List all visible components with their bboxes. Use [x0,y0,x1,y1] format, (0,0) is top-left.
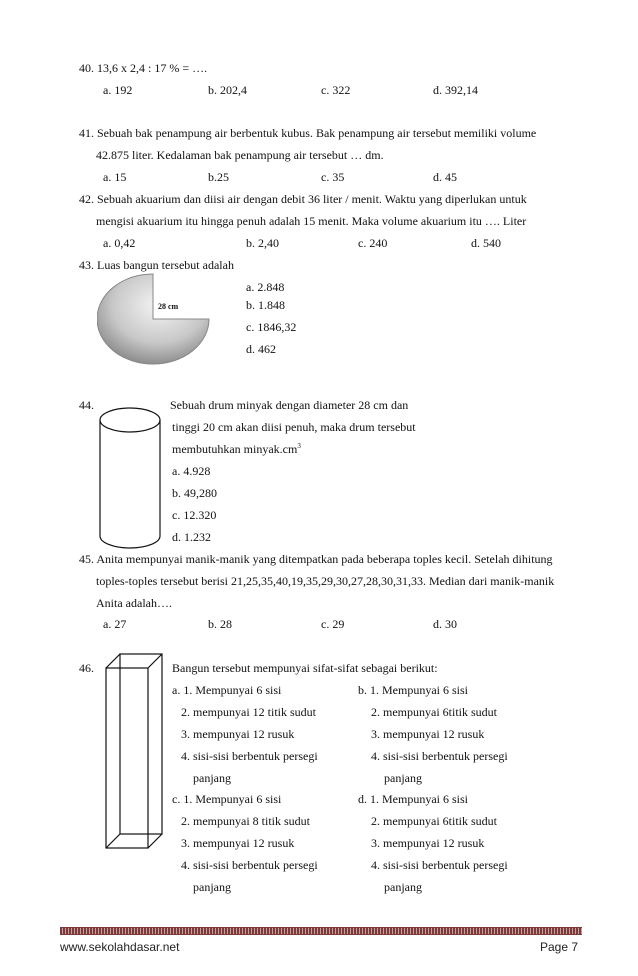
q40-option-a: a. 192 [103,83,133,97]
q43-option-d: d. 462 [246,342,276,356]
q45-line3: Anita adalah…. [96,596,172,610]
q46-b-line1: b. 1. Mempunyai 6 sisi [358,683,468,697]
q40-text: 40. 13,6 x 2,4 : 17 % = …. [79,61,208,75]
q43-option-a: a. 2.848 [246,280,285,294]
q41-option-a: a. 15 [103,170,127,184]
q46-a-line3: 3. mempunyai 12 rusuk [181,727,295,741]
q40-option-b: b. 202,4 [208,83,247,97]
q43-figure-label: 28 cm [158,302,179,311]
q46-b-line4: 4. sisi-sisi berbentuk persegi [371,749,508,763]
q44-option-c: c. 12.320 [172,508,217,522]
q41-option-c: c. 35 [321,170,345,184]
q43-text: 43. Luas bangun tersebut adalah [79,258,234,272]
q43-option-c: c. 1846,32 [246,320,297,334]
q44-line1: Sebuah drum minyak dengan diameter 28 cm dan [170,398,409,412]
q44-line3-superscript: 3 [297,442,301,450]
q45-option-d: d. 30 [433,617,457,631]
q46-b-line5: panjang [384,771,422,785]
q42-line1: 42. Sebuah akuarium dan diisi air dengan debit 36 liter / menit. Waktu yang diperlukan untuk [79,192,527,206]
q41-option-d: d. 45 [433,170,457,184]
q46-b-line2: 2. mempunyai 6titik sudut [371,705,497,719]
q46-d-line3: 3. mempunyai 12 rusuk [371,836,485,850]
q44-option-a: a. 4.928 [172,464,211,478]
footer-page-number: Page 7 [540,940,579,954]
q41-line2: 42.875 liter. Kedalaman bak penampung air tersebut … dm. [96,148,384,162]
q46-stem: Bangun tersebut mempunyai sifat-sifat sebagai berikut: [172,661,438,675]
q46-c-line4: 4. sisi-sisi berbentuk persegi [181,858,318,872]
q46-a-line5: panjang [193,771,231,785]
q42-line2: mengisi akuarium itu hingga penuh adalah 15 menit. Maka volume akuarium itu …. Liter [96,214,527,228]
q46-d-line1: d. 1. Mempunyai 6 sisi [358,792,468,806]
q41-line1: 41. Sebuah bak penampung air berbentuk kubus. Bak penampung air tersebut memiliki volume [79,126,537,140]
q44-option-d: d. 1.232 [172,530,211,544]
q45-option-c: c. 29 [321,617,345,631]
q45-option-b: b. 28 [208,617,232,631]
q46-d-line5: panjang [384,880,422,894]
q42-option-a: a. 0,42 [103,236,136,250]
q45-line2: toples-toples tersebut berisi 21,25,35,40,19,35,29,30,27,28,30,31,33. Median dari manik-manik [96,574,555,588]
q44-number: 44. [79,398,94,412]
q46-b-line3: 3. mempunyai 12 rusuk [371,727,485,741]
q46-d-line2: 2. mempunyai 6titik sudut [371,814,497,828]
q40-option-c: c. 322 [321,83,351,97]
q44-line2: tinggi 20 cm akan diisi penuh, maka drum tersebut [172,420,416,434]
q46-c-line5: panjang [193,880,231,894]
q46-c-line3: 3. mempunyai 12 rusuk [181,836,295,850]
q44-line3 [172,442,301,458]
cylinder-figure [98,406,162,552]
q44-option-b: b. 49,280 [172,486,217,500]
q46-c-line2: 2. mempunyai 8 titik sudut [181,814,310,828]
q45-line1: 45. Anita mempunyai manik-manik yang ditempatkan pada beberapa toples kecil. Setelah dihitung [79,552,553,566]
q45-option-a: a. 27 [103,617,127,631]
q46-number: 46. [79,661,94,675]
q46-c-line1: c. 1. Mempunyai 6 sisi [172,792,282,806]
q44-line3-text: membutuhkan minyak.cm [172,442,298,456]
q42-option-c: c. 240 [358,236,388,250]
footer-divider [60,927,582,935]
q42-option-b: b. 2,40 [246,236,279,250]
q46-a-line1: a. 1. Mempunyai 6 sisi [172,683,282,697]
cuboid-figure [104,652,166,852]
q46-a-line2: 2. mempunyai 12 titik sudut [181,705,316,719]
q41-option-b: b.25 [208,170,229,184]
q43-option-b: b. 1.848 [246,298,285,312]
three-quarter-circle-figure [97,272,223,366]
q40-option-d: d. 392,14 [433,83,478,97]
q42-option-d: d. 540 [471,236,501,250]
q46-a-line4: 4. sisi-sisi berbentuk persegi [181,749,318,763]
footer-site[interactable]: www.sekolahdasar.net [60,940,180,954]
q46-d-line4: 4. sisi-sisi berbentuk persegi [371,858,508,872]
